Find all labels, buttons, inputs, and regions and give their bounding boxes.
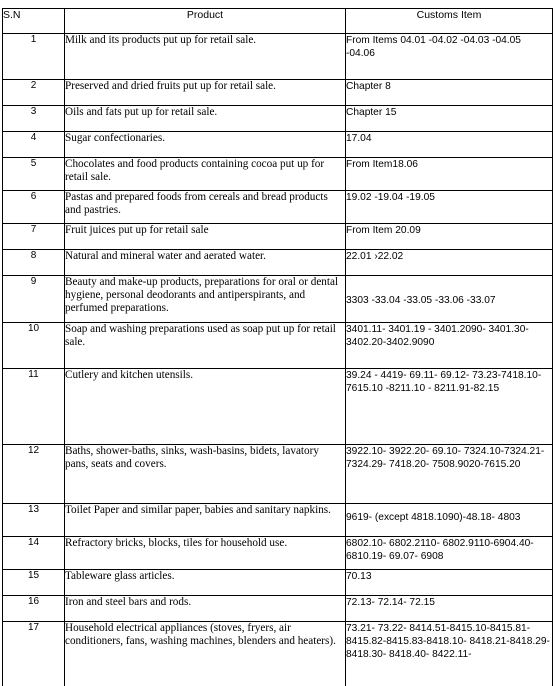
row-sn: 8 (3, 250, 65, 276)
row-sn: 14 (3, 537, 65, 570)
header-sn: S.N (3, 9, 65, 34)
row-customs-item: Chapter 8 (346, 80, 553, 106)
row-customs-item: 72.13- 72.14- 72.15 (346, 596, 553, 622)
row-product: Tableware glass articles. (65, 570, 346, 596)
table-row (3, 80, 553, 106)
row-sn: 9 (3, 276, 65, 323)
table-row (3, 158, 553, 191)
row-sn: 10 (3, 323, 65, 369)
row-sn: 5 (3, 158, 65, 191)
row-product: Milk and its products put up for retail sale. (65, 34, 346, 80)
row-product: Fruit juices put up for retail sale (65, 224, 346, 250)
row-customs-item: Chapter 15 (346, 106, 553, 132)
row-product: Cutlery and kitchen utensils. (65, 369, 346, 445)
table-row (3, 276, 553, 323)
row-sn: 13 (3, 504, 65, 537)
row-customs-item: From Item18.06 (346, 158, 553, 191)
row-product: Baths, shower-baths, sinks, wash-basins, bidets, lavatory pans, seats and covers. (65, 445, 346, 504)
row-sn: 2 (3, 80, 65, 106)
row-sn: 1 (3, 34, 65, 80)
table-row (3, 504, 553, 537)
row-sn: 12 (3, 445, 65, 504)
row-sn: 16 (3, 596, 65, 622)
table-row (3, 191, 553, 224)
table-row (3, 224, 553, 250)
table-row (3, 132, 553, 158)
row-product: Beauty and make-up products, preparations for oral or dental hygiene, personal deodorants and antiperspirants, and perfumed preparations. (65, 276, 346, 323)
table-row (3, 622, 553, 686)
row-customs-item: 22.01 ›22.02 (346, 250, 553, 276)
row-product: Preserved and dried fruits put up for retail sale. (65, 80, 346, 106)
row-customs-item: 39.24 - 4419- 69.11- 69.12- 73.23-7418.10- 7615.10 -8211.10 - 8211.91-82.15 (346, 369, 553, 445)
row-sn: 3 (3, 106, 65, 132)
header-customs-item: Customs Item (346, 9, 553, 34)
row-customs-item: From Item 20.09 (346, 224, 553, 250)
row-customs-item: 19.02 -19.04 -19.05 (346, 191, 553, 224)
table-row (3, 34, 553, 80)
row-product: Toilet Paper and similar paper, babies and sanitary napkins. (65, 504, 346, 537)
row-product: Household electrical appliances (stoves, fryers, air conditioners, fans, washing machines, blenders and heaters). (65, 622, 346, 686)
header-product: Product (65, 9, 346, 34)
row-customs-item: 9619- (except 4818.1090)-48.18- 4803 (346, 504, 553, 537)
row-sn: 17 (3, 622, 65, 686)
table-row (3, 323, 553, 369)
row-customs-item: 3922.10- 3922.20- 69.10- 7324.10-7324.21- 7324.29- 7418.20- 7508.9020-7615.20 (346, 445, 553, 504)
row-sn: 15 (3, 570, 65, 596)
table-row (3, 369, 553, 445)
row-product: Soap and washing preparations used as soap put up for retail sale. (65, 323, 346, 369)
row-customs-item: 73.21- 73.22- 8414.51-8415.10-8415.81-8415.82-8415.83-8418.10- 8418.21-8418.29- 8418.30- 8418.40- 8422.11- (346, 622, 553, 686)
table-row (3, 106, 553, 132)
row-product: Oils and fats put up for retail sale. (65, 106, 346, 132)
table-header-row (3, 9, 553, 34)
row-customs-item: From Items 04.01 -04.02 -04.03 -04.05 -04.06 (346, 34, 553, 80)
row-product: Sugar confectionaries. (65, 132, 346, 158)
table-row (3, 537, 553, 570)
customs-items-table (2, 8, 553, 686)
table-row (3, 445, 553, 504)
row-customs-item: 3401.11- 3401.19 - 3401.2090- 3401.30-3402.20-3402.9090 (346, 323, 553, 369)
row-sn: 11 (3, 369, 65, 445)
row-sn: 4 (3, 132, 65, 158)
row-product: Natural and mineral water and aerated water. (65, 250, 346, 276)
table-row (3, 250, 553, 276)
table-row (3, 596, 553, 622)
row-customs-item: 6802.10- 6802.2110- 6802.9110-6904.40- 6810.19- 69.07- 6908 (346, 537, 553, 570)
row-sn: 6 (3, 191, 65, 224)
row-customs-item: 17.04 (346, 132, 553, 158)
table-row (3, 570, 553, 596)
row-product: Chocolates and food products containing cocoa put up for retail sale. (65, 158, 346, 191)
row-product: Refractory bricks, blocks, tiles for household use. (65, 537, 346, 570)
row-product: Pastas and prepared foods from cereals and bread products and pastries. (65, 191, 346, 224)
row-sn: 7 (3, 224, 65, 250)
row-customs-item: 3303 -33.04 -33.05 -33.06 -33.07 (346, 276, 553, 323)
row-customs-item: 70.13 (346, 570, 553, 596)
row-product: Iron and steel bars and rods. (65, 596, 346, 622)
